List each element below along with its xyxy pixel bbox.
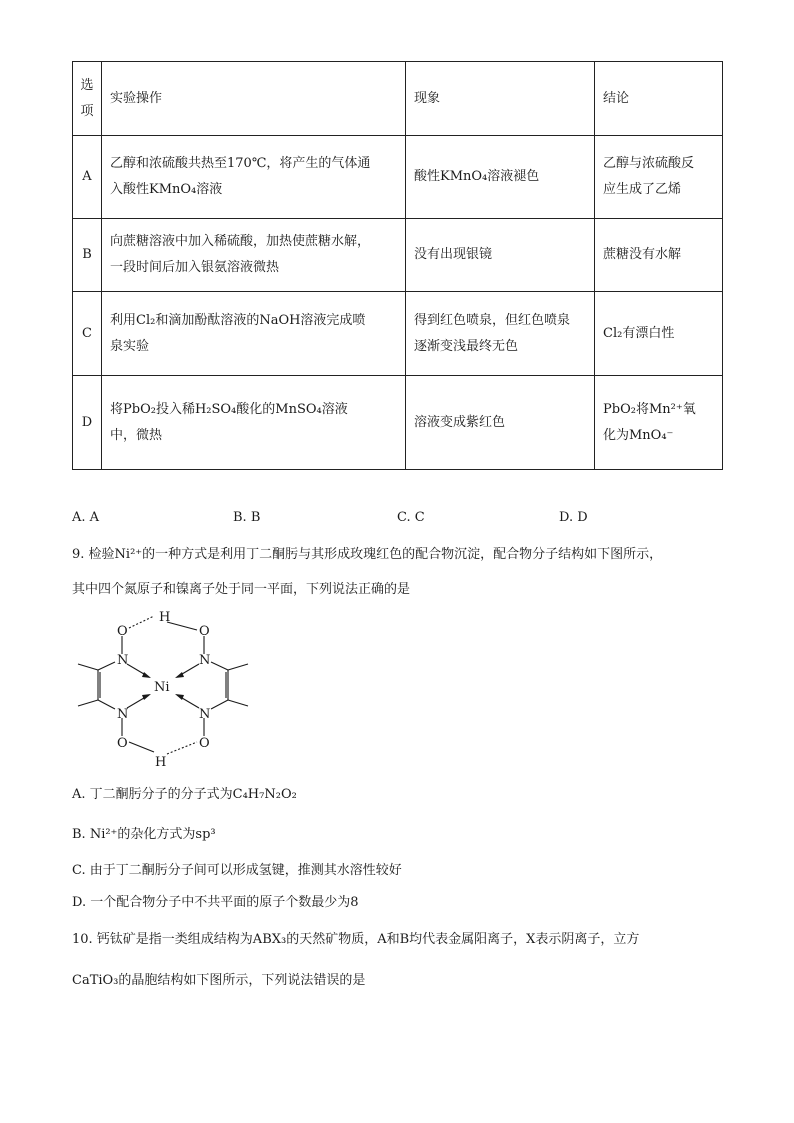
nitrogen-label-bottom-left: N (117, 707, 129, 722)
row-phenomenon: 得到红色喷泉，但红色喷泉 逐渐变浅最终无色 (406, 292, 595, 376)
q8-choice-c: C. C (397, 510, 425, 525)
nickel-dimethylglyoxime-structure (70, 604, 260, 772)
header-operation: 实验操作 (102, 62, 406, 136)
table-row (73, 292, 723, 376)
oxygen-label-bottom-left: O (117, 736, 128, 751)
q9-stem-line-1: 9. 检验Ni²⁺的一种方式是利用丁二酮肟与其形成玫瑰红色的配合物沉淀，配合物分子结构如下图所示， (72, 547, 663, 562)
nickel-label: Ni (154, 680, 170, 695)
nitrogen-label-bottom-right: N (199, 707, 211, 722)
table-row (73, 219, 723, 292)
header-conclusion: 结论 (595, 62, 723, 136)
nitrogen-label-top-right: N (199, 653, 211, 668)
q10-stem-line-2: CaTiO₃的晶胞结构如下图所示，下列说法错误的是 (72, 973, 366, 988)
header-phenomenon: 现象 (406, 62, 595, 136)
q8-choice-a: A. A (72, 510, 100, 525)
q9-option-b: B. Ni²⁺的杂化方式为sp³ (72, 827, 216, 842)
row-option: C (73, 292, 102, 376)
table-header-row (73, 62, 723, 136)
hydrogen-label-top: H (159, 610, 171, 625)
row-phenomenon: 酸性KMnO₄溶液褪色 (406, 136, 595, 219)
q8-choice-d: D. D (559, 510, 588, 525)
row-phenomenon: 溶液变成紫红色 (406, 376, 595, 470)
q9-option-a: A. 丁二酮肟分子的分子式为C₄H₇N₂O₂ (72, 787, 297, 802)
row-option: A (73, 136, 102, 219)
row-operation: 向蔗糖溶液中加入稀硫酸，加热使蔗糖水解， 一段时间后加入银氨溶液微热 (102, 219, 406, 292)
table-row (73, 136, 723, 219)
q8-choice-b: B. B (233, 510, 261, 525)
row-operation: 将PbO₂投入稀H₂SO₄酸化的MnSO₄溶液 中，微热 (102, 376, 406, 470)
row-operation: 乙醇和浓硫酸共热至170℃，将产生的气体通 入酸性KMnO₄溶液 (102, 136, 406, 219)
row-option: D (73, 376, 102, 470)
q9-option-d: D. 一个配合物分子中不共平面的原子个数最少为8 (72, 895, 359, 910)
experiment-table (72, 61, 723, 470)
q9-option-c: C. 由于丁二酮肟分子间可以形成氢键，推测其水溶性较好 (72, 863, 402, 878)
row-conclusion: 乙醇与浓硫酸反 应生成了乙烯 (595, 136, 723, 219)
row-conclusion: PbO₂将Mn²⁺氧 化为MnO₄⁻ (595, 376, 723, 470)
row-phenomenon: 没有出现银镜 (406, 219, 595, 292)
oxygen-label-bottom-right: O (199, 736, 210, 751)
row-conclusion: Cl₂有漂白性 (595, 292, 723, 376)
row-operation: 利用Cl₂和滴加酚酞溶液的NaOH溶液完成喷 泉实验 (102, 292, 406, 376)
nitrogen-label-top-left: N (117, 653, 129, 668)
header-option: 选 项 (73, 62, 102, 136)
hydrogen-label-bottom: H (155, 755, 167, 770)
row-option: B (73, 219, 102, 292)
oxygen-label-top-left: O (117, 624, 128, 639)
row-conclusion: 蔗糖没有水解 (595, 219, 723, 292)
q10-stem-line-1: 10. 钙钛矿是指一类组成结构为ABX₃的天然矿物质，A和B均代表金属阳离子，X表示阴离子，立方 (72, 932, 640, 947)
q9-stem-line-2: 其中四个氮原子和镍离子处于同一平面，下列说法正确的是 (72, 582, 411, 597)
oxygen-label-top-right: O (199, 624, 210, 639)
table-row (73, 376, 723, 470)
